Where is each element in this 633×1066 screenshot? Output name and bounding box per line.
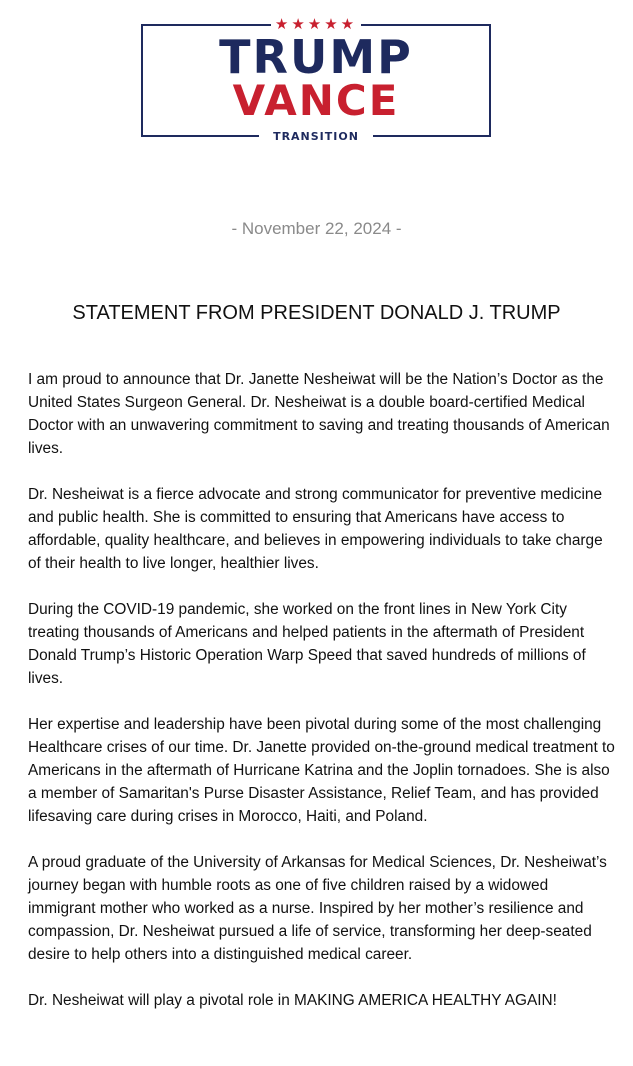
logo-word-vance: VANCE (232, 76, 400, 125)
statement-body (28, 368, 618, 1035)
statement-date: - November 22, 2024 - (231, 219, 402, 238)
logo-subtitle: TRANSITION (273, 130, 359, 143)
paragraph: Dr. Nesheiwat will play a pivotal role in MAKING AMERICA HEALTHY AGAIN! (28, 992, 557, 1009)
logo-word-trump: TRUMP (219, 30, 413, 84)
trump-vance-logo (141, 15, 491, 143)
paragraph: Her expertise and leadership have been pivotal during some of the most challenging Healthcare crises of our time. Dr. Janette provided on-the-ground medical treatment to Americans in the aftermath of Hurricane Katrina and the Joplin tornadoes. She is also a member of Samaritan's Purse Disaster Assistance, Relief Team, and has provided lifesaving care during crises in Morocco, Haiti, and Poland. (28, 716, 615, 825)
statement-title: STATEMENT FROM PRESIDENT DONALD J. TRUMP (72, 302, 561, 324)
paragraph: Dr. Nesheiwat is a fierce advocate and strong communicator for preventive medicine and public health. She is committed to ensuring that Americans have access to affordable, quality healthcare, and believes in empowering individuals to take charge of their health to live longer, healthier lives. (28, 486, 603, 572)
paragraph: During the COVID-19 pandemic, she worked on the front lines in New York City treating thousands of Americans and helped patients in the aftermath of President Donald Trump’s Historic Operation Warp Speed that saved hundreds of millions of lives. (28, 601, 586, 687)
paragraph: A proud graduate of the University of Arkansas for Medical Sciences, Dr. Nesheiwat’s journey began with humble roots as one of five children raised by a widowed immigrant mother who worked as a nurse. Inspired by her mother’s resilience and compassion, Dr. Nesheiwat pursued a life of service, transforming her deep-seated desire to help others into a distinguished medical career. (28, 854, 607, 963)
logo-stars-icon: ★★★★★ (274, 15, 358, 33)
paragraph: I am proud to announce that Dr. Janette Nesheiwat will be the Nation’s Doctor as the United States Surgeon General. Dr. Nesheiwat is a double board-certified Medical Doctor with an unwavering commitment to saving and treating thousands of American lives. (28, 371, 610, 457)
